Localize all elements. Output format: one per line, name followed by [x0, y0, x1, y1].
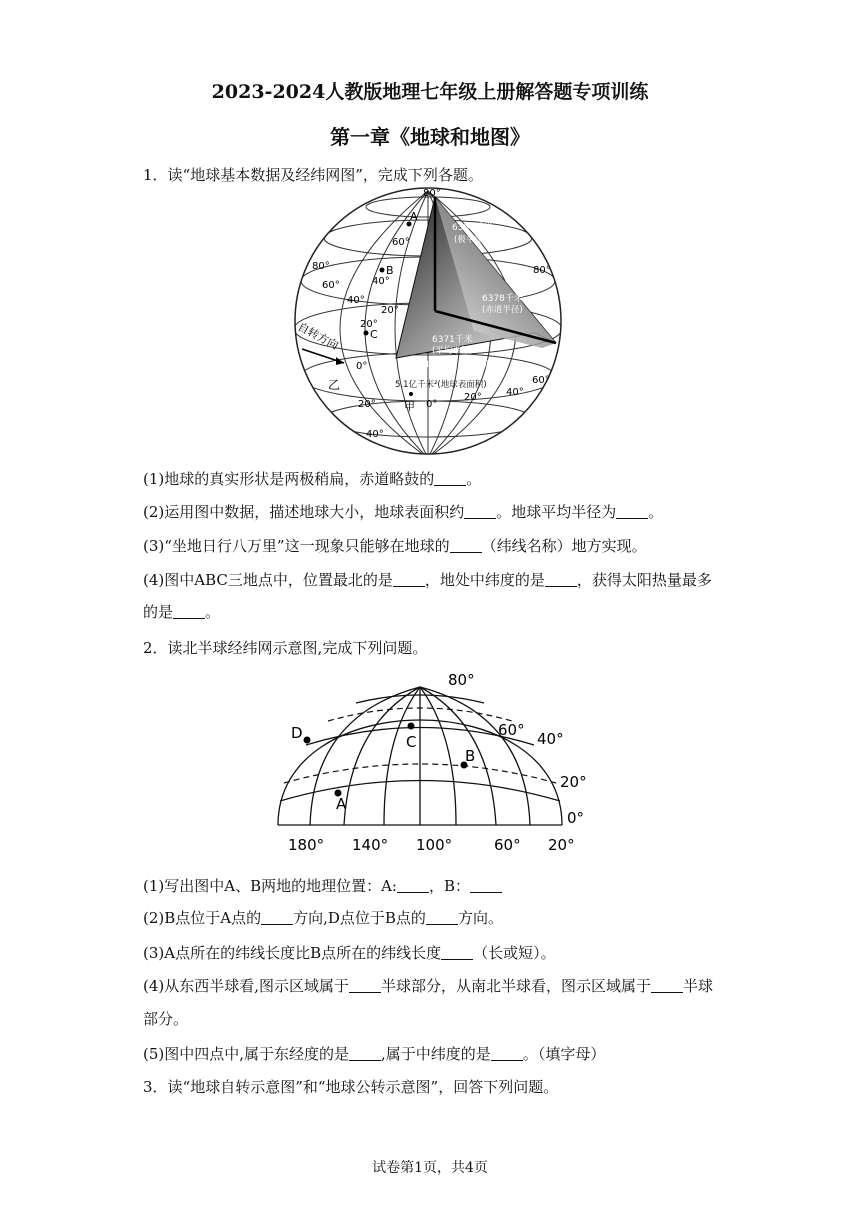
earth-globe-figure	[292, 183, 564, 461]
point-c-label: C	[370, 328, 378, 341]
point-c-label: C	[406, 733, 417, 751]
globe-lat-label: 40°	[347, 295, 365, 306]
answer-blank[interactable]	[441, 945, 473, 960]
globe-lat-label: 40°	[366, 429, 384, 440]
globe-lat-label: 80°	[312, 261, 330, 272]
q1-item-3: (3)“坐地日行八万里”这一现象只能够在地球的 （纬线名称）地方实现。	[143, 537, 647, 555]
answer-blank[interactable]	[397, 878, 429, 893]
answer-blank[interactable]	[434, 471, 466, 486]
q2-item-4-cont: 部分。	[143, 1010, 189, 1028]
answer-blank[interactable]	[349, 978, 381, 993]
q2-item-5: (5)图中四点中,属于东经度的是 ,属于中纬度的是 。（填字母）	[143, 1045, 606, 1063]
page-title: 2023-2024人教版地理七年级上册解答题专项训练	[211, 81, 649, 103]
jia-label: 甲	[404, 400, 415, 413]
point-c-marker	[364, 331, 369, 336]
globe-lat-label: 60°	[392, 237, 410, 248]
chapter-title: 第一章《地球和地图》	[330, 125, 530, 149]
point-c-marker	[408, 723, 415, 730]
q1-item-2: (2)运用图中数据，描述地球大小，地球表面积约 。地球平均半径为 。	[143, 503, 664, 521]
answer-blank[interactable]	[450, 538, 482, 553]
point-a-label: A	[410, 210, 418, 223]
point-a-label: A	[336, 795, 347, 813]
q2-item-1: (1)写出图中A、B两地的地理位置：A: ，B：	[143, 875, 502, 896]
globe-lat-label: 40°	[372, 276, 390, 287]
point-b-label: B	[465, 747, 476, 765]
globe-lat-label: 20°	[358, 399, 376, 410]
answer-blank[interactable]	[616, 504, 648, 519]
answer-blank[interactable]	[470, 878, 502, 893]
q1-item-1: (1)地球的真实形状是两极稍扁，赤道略鼓的 。	[143, 470, 482, 488]
q2-item-4: (4)从东西半球看,图示区域属于 半球部分，从南北半球看，图示区域属于 半球	[143, 977, 714, 995]
point-d-marker	[304, 737, 311, 744]
surface-area-label: 5.1亿千米²(地球表面积)	[395, 380, 487, 390]
globe-lat-label: 80°	[533, 265, 551, 276]
point-b-marker	[380, 268, 385, 273]
globe-pole-label: 80°	[423, 188, 441, 199]
lat-label: 60°	[498, 721, 525, 739]
answer-blank[interactable]	[464, 504, 496, 519]
q2-item-2: (2)B点位于A点的 方向,D点位于B点的 方向。	[143, 909, 503, 927]
equatorial-radius-value: 6378千米	[482, 294, 523, 304]
rotation-arrowhead-icon	[336, 357, 344, 365]
polar-radius-caption: (极半径)	[454, 235, 487, 245]
answer-blank[interactable]	[261, 910, 293, 925]
globe-lat-label: 0°	[426, 399, 438, 410]
globe-lat-label: 60°	[532, 375, 550, 386]
globe-lat-label: 0°	[356, 361, 368, 372]
lat-label: 80°	[448, 671, 475, 689]
lon-label: 180°	[288, 836, 325, 854]
rotation-direction-label: 自转方向	[295, 320, 341, 353]
point-b-label: B	[386, 264, 394, 277]
point-jia-marker	[409, 392, 413, 396]
q2-item-3: (3)A点所在的纬线长度比B点所在的纬线长度 （长或短）。	[143, 944, 556, 962]
lon-label: 100°	[416, 836, 453, 854]
mean-radius-caption: (平均半径)	[432, 346, 473, 356]
northern-hemisphere-grid-figure	[266, 665, 596, 860]
page-footer: 试卷第1页，共4页	[372, 1160, 488, 1176]
lat-label: 20°	[560, 773, 587, 791]
lat-label: 40°	[537, 730, 564, 748]
answer-blank[interactable]	[491, 1046, 523, 1061]
mean-radius-value: 6371千米	[432, 335, 473, 345]
q1-item-4-cont: 的是 。	[143, 603, 221, 621]
lon-label: 140°	[352, 836, 389, 854]
polar-radius-value: 6357千米	[452, 223, 493, 233]
q1-stem: 1．读“地球基本数据及经纬网图”，完成下列各题。	[143, 166, 483, 184]
q3-stem: 3．读“地球自转示意图”和“地球公转示意图”，回答下列问题。	[143, 1078, 559, 1096]
lon-label: 20°	[548, 836, 575, 854]
lat-label: 0°	[567, 809, 585, 827]
answer-blank[interactable]	[545, 572, 577, 587]
globe-lat-label: 20°	[464, 392, 482, 403]
q1-item-4: (4)图中ABC三地点中，位置最北的是 ，地处中纬度的是 ，获得太阳热量最多	[143, 571, 712, 589]
globe-lat-label: 60°	[322, 280, 340, 291]
answer-blank[interactable]	[426, 910, 458, 925]
lon-label: 60°	[494, 836, 521, 854]
globe-lat-label: 20°	[381, 305, 399, 316]
circumference-label: 4万千米（赤道周长）	[424, 360, 506, 370]
equatorial-radius-caption: (赤道半径)	[482, 305, 523, 315]
answer-blank[interactable]	[173, 604, 205, 619]
answer-blank[interactable]	[651, 978, 683, 993]
globe-lat-label: 20°	[360, 319, 378, 330]
point-d-label: D	[291, 724, 303, 742]
yi-label: 乙	[328, 378, 341, 392]
answer-blank[interactable]	[349, 1046, 381, 1061]
answer-blank[interactable]	[393, 572, 425, 587]
q2-stem: 2．读北半球经纬网示意图,完成下列问题。	[143, 639, 428, 657]
globe-lat-label: 40°	[506, 387, 524, 398]
